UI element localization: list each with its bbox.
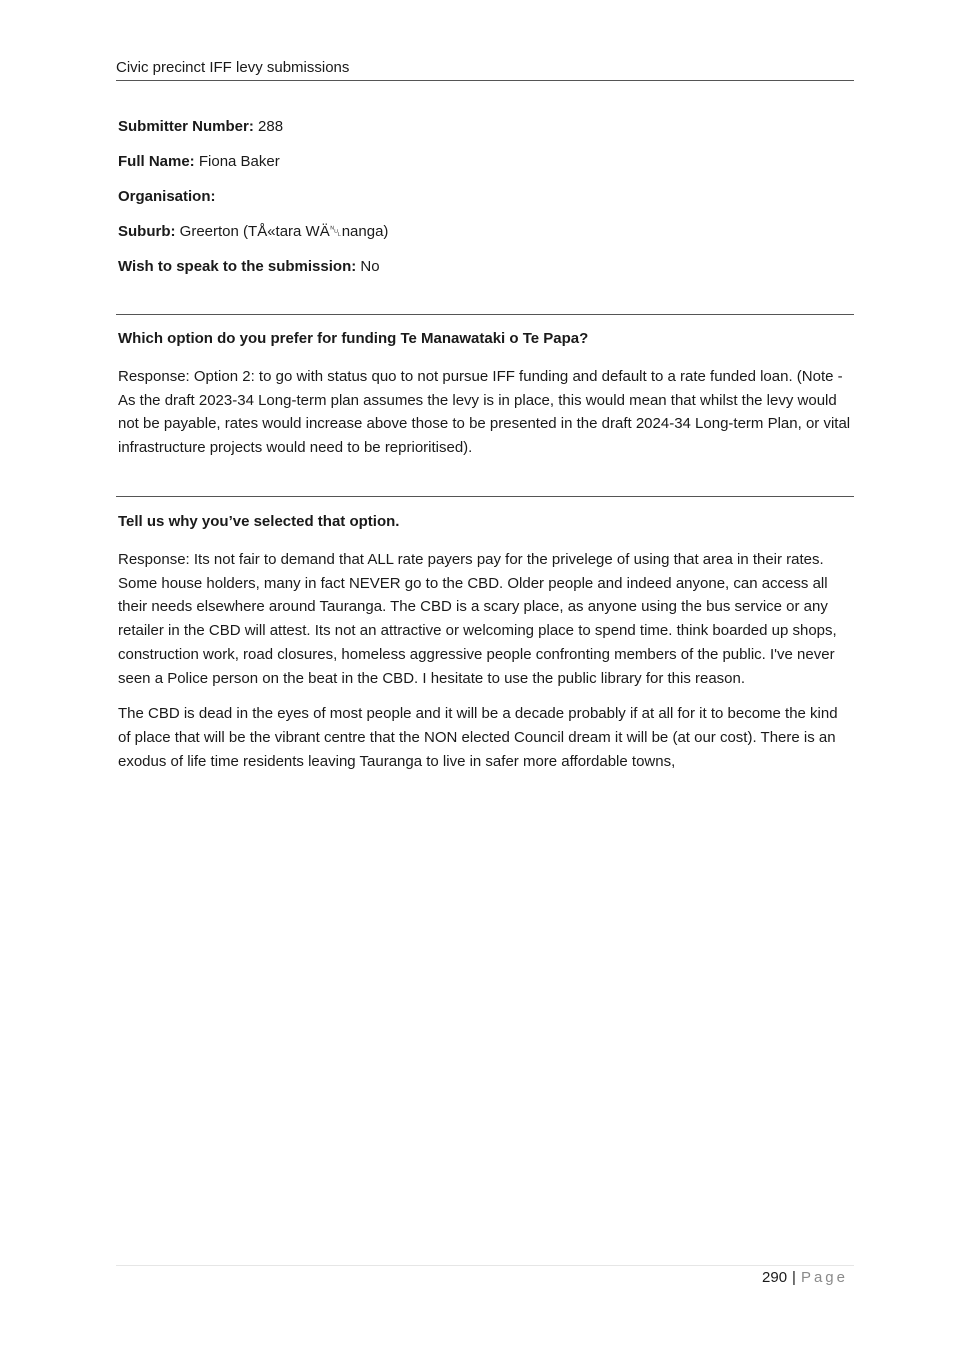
suburb-value: Greerton (TÅ«tara WÄ␀nanga) [179, 223, 389, 240]
speak-row [118, 257, 854, 292]
suburb-label: Suburb: [118, 223, 176, 240]
submitter-number-label: Submitter Number: [118, 118, 254, 135]
question-1-title: Which option do you prefer for funding Te Manawataki o Te Papa? [118, 330, 589, 347]
page-footer [762, 1268, 848, 1288]
section-divider [116, 496, 854, 497]
submitter-number-row [118, 117, 854, 152]
suburb-row [118, 222, 854, 257]
question-2-section [118, 512, 854, 785]
question-1-response: Response: Option 2: to go with status quo to not pursue IFF funding and default to a rate funded loan. (Note - As the draft 2023-34 Long-term plan assumes the levy is in place, this would mean that whilst the levy would not be payable, rates would increase above those to be presented in the draft 2024-34 Long-term Plan, or vital infrastructure projects would need to be reprioritised). [118, 368, 851, 457]
footer-divider [116, 1265, 854, 1266]
document-title: Civic precinct IFF levy submissions [116, 59, 350, 76]
submitter-number-value: 288 [258, 118, 284, 135]
page-label: Page [800, 1269, 848, 1286]
question-1-section [118, 329, 854, 472]
submitter-details [118, 117, 854, 292]
question-2-title: Tell us why you’ve selected that option. [118, 513, 400, 530]
full-name-label: Full Name: [118, 153, 195, 170]
page-number: 290 [762, 1269, 788, 1286]
speak-value: No [360, 258, 380, 275]
page-header [116, 58, 854, 81]
organisation-label: Organisation: [118, 188, 216, 205]
question-2-response-paragraph-1: Response: Its not fair to demand that ALL rate payers pay for the privelege of using that area in their rates. Some house holders, many in fact NEVER go to the CBD. Older people and indeed anyone, can access all their needs elsewhere around Tauranga. The CBD is a scary place, as anyone using the bus service or any retailer in the CBD will attest. Its not an attractive or welcoming place to spend time. think boarded up shops, construction work, road closures, homeless aggressive people confronting members of the public. I've never seen a Police person on the beat in the CBD. I hesitate to use the public library for this reason. [118, 551, 837, 687]
question-2-response-paragraph-2: The CBD is dead in the eyes of most people and it will be a decade probably if at all for it to become the kind of place that will be the vibrant centre that the NON elected Council dream it will be (at our cost). There is an exodus of life time residents leaving Tauranga to live in safer more affordable towns, [118, 705, 838, 770]
full-name-value: Fiona Baker [198, 153, 280, 170]
section-divider [116, 314, 854, 315]
full-name-row [118, 152, 854, 187]
organisation-row [118, 187, 854, 222]
footer-separator: | [792, 1269, 796, 1286]
speak-label: Wish to speak to the submission: [118, 258, 357, 275]
